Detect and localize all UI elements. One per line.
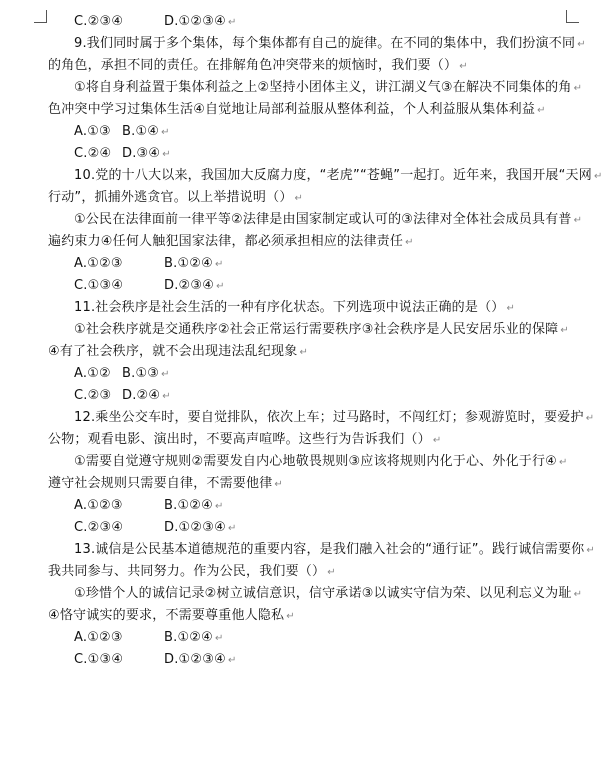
paragraph-mark-icon: ↵ (216, 281, 225, 292)
option-left: C.②③ (74, 388, 112, 403)
line-text: 的角色，承担不同的责任。在排解角色冲突带来的烦恼时，我们要（） (48, 58, 458, 73)
option-left: C.②③④ (74, 520, 124, 535)
option-right: B.①②④ (164, 256, 214, 271)
question-text-line (48, 451, 588, 473)
paragraph-mark-icon: ↵ (294, 193, 304, 204)
paragraph-mark-icon: ↵ (593, 171, 603, 182)
paragraph-mark-icon: ↵ (215, 501, 224, 512)
question-text-line (48, 605, 588, 627)
paragraph-mark-icon: ↵ (432, 435, 442, 446)
paragraph-mark-icon: ↵ (161, 127, 170, 138)
document-body (48, 11, 603, 671)
question-text-line (48, 583, 588, 605)
option-right: D.①②③④ (164, 520, 226, 535)
line-text: ①将自身利益置于集体利益之上②坚持小团体主义，讲江湖义气③在解决不同集体的角 (74, 80, 572, 95)
option-right: D.①②③④ (164, 652, 226, 667)
answer-options-row (48, 649, 588, 671)
question-text-line (48, 429, 588, 451)
paragraph-mark-icon: ↵ (327, 567, 336, 578)
line-text: ①珍惜个人的诚信记录②树立诚信意识，信守承诺③以诚实守信为荣、以见利忘义为耻 (74, 586, 572, 601)
question-text-line (48, 341, 588, 363)
option-right: B.①③ (122, 366, 160, 381)
question-text-line (48, 473, 588, 495)
paragraph-mark-icon: ↵ (573, 83, 583, 94)
line-text: 我共同参与、共同努力。作为公民，我们要（） (48, 564, 326, 579)
question-text-line (48, 209, 588, 231)
paragraph-mark-icon: ↵ (161, 369, 170, 380)
answer-options-row (48, 11, 588, 33)
question-text-line (48, 319, 588, 341)
paragraph-mark-icon: ↵ (573, 589, 583, 600)
paragraph-mark-icon: ↵ (215, 633, 224, 644)
option-right: B.①②④ (164, 498, 214, 513)
line-text: ①需要自觉遵守规则②需要发自内心地敬畏规则③应该将规则内化于心、外化于行④ (74, 454, 558, 469)
answer-options-row (48, 275, 588, 297)
paragraph-mark-icon: ↵ (585, 413, 595, 424)
question-text-line (48, 55, 588, 77)
page-corner-mark-left (34, 10, 47, 23)
option-left: A.①② (74, 366, 111, 381)
line-text: ④恪守诚实的要求，不需要尊重他人隐私 (48, 608, 285, 623)
option-left: C.①③④ (74, 278, 124, 293)
answer-options-row (48, 253, 588, 275)
answer-options-row (48, 143, 588, 165)
line-text: 10.党的十八大以来，我国加大反腐力度，“老虎”“苍蝇”一起打。近年来，我国开展“天网 (74, 168, 592, 183)
option-right: B.①④ (122, 124, 160, 139)
option-right: D.①②③④ (164, 14, 226, 29)
paragraph-mark-icon: ↵ (559, 457, 568, 468)
paragraph-mark-icon: ↵ (573, 215, 583, 226)
option-left: A.①②③ (74, 256, 123, 271)
line-text: 遍约束力④任何人触犯国家法律，都必须承担相应的法律责任 (48, 234, 404, 249)
option-right: D.②④ (122, 388, 161, 403)
question-text-line (48, 77, 588, 99)
answer-options-row (48, 385, 588, 407)
option-left: C.②④ (74, 146, 112, 161)
option-left: C.②③④ (74, 14, 124, 29)
line-text: ①公民在法律面前一律平等②法律是由国家制定或认可的③法律对全体社会成员具有普 (74, 212, 572, 227)
option-right: B.①②④ (164, 630, 214, 645)
answer-options-row (48, 517, 588, 539)
option-left: A.①②③ (74, 498, 123, 513)
paragraph-mark-icon: ↵ (162, 149, 171, 160)
answer-options-row (48, 363, 588, 385)
paragraph-mark-icon: ↵ (227, 655, 237, 666)
paragraph-mark-icon: ↵ (537, 105, 546, 116)
paragraph-mark-icon: ↵ (560, 325, 569, 336)
line-text: 9.我们同时属于多个集体，每个集体都有自己的旋律。在不同的集体中，我们扮演不同 (74, 36, 576, 51)
question-text-line (48, 231, 588, 253)
line-text: 12.乘坐公交车时，要自觉排队，依次上车；过马路时，不闯红灯；参观游览时，要爱护 (74, 410, 584, 425)
question-text-line (48, 187, 588, 209)
question-text-line (48, 165, 603, 187)
line-text: 色冲突中学习过集体生活④自觉地让局部利益服从整体利益，个人利益服从集体利益 (48, 102, 536, 117)
answer-options-row (48, 495, 588, 517)
paragraph-mark-icon: ↵ (227, 523, 237, 534)
option-left: A.①③ (74, 124, 111, 139)
paragraph-mark-icon: ↵ (299, 347, 309, 358)
line-text: 行动”，抓捕外逃贪官。以上举措说明（） (48, 190, 293, 205)
option-right: D.③④ (122, 146, 161, 161)
line-text: ①社会秩序就是交通秩序②社会正常运行需要秩序③社会秩序是人民安居乐业的保障 (74, 322, 559, 337)
paragraph-mark-icon: ↵ (586, 545, 595, 556)
paragraph-mark-icon: ↵ (459, 61, 468, 72)
paragraph-mark-icon: ↵ (162, 391, 171, 402)
paragraph-mark-icon: ↵ (215, 259, 224, 270)
paragraph-mark-icon: ↵ (274, 479, 283, 490)
line-text: 遵守社会规则只需要自律，不需要他律 (48, 476, 273, 491)
paragraph-mark-icon: ↵ (405, 237, 414, 248)
option-right: D.②③④ (164, 278, 215, 293)
question-text-line (48, 539, 595, 561)
question-text-line (48, 561, 588, 583)
paragraph-mark-icon: ↵ (577, 39, 586, 50)
line-text: 公物；观看电影、演出时，不要高声喧哗。这些行为告诉我们（） (48, 432, 431, 447)
answer-options-row (48, 627, 588, 649)
answer-options-row (48, 121, 588, 143)
paragraph-mark-icon: ↵ (286, 611, 295, 622)
question-text-line (48, 407, 595, 429)
option-left: A.①②③ (74, 630, 123, 645)
line-text: 11.社会秩序是社会生活的一种有序化状态。下列选项中说法正确的是（） (74, 300, 505, 315)
line-text: ④有了社会秩序，就不会出现违法乱纪现象 (48, 344, 298, 359)
option-left: C.①③④ (74, 652, 124, 667)
question-text-line (48, 297, 588, 319)
paragraph-mark-icon: ↵ (506, 303, 516, 314)
line-text: 13.诚信是公民基本道德规范的重要内容，是我们融入社会的“通行证”。践行诚信需要你 (74, 542, 585, 557)
paragraph-mark-icon: ↵ (227, 17, 237, 28)
question-text-line (48, 33, 588, 55)
question-text-line (48, 99, 588, 121)
